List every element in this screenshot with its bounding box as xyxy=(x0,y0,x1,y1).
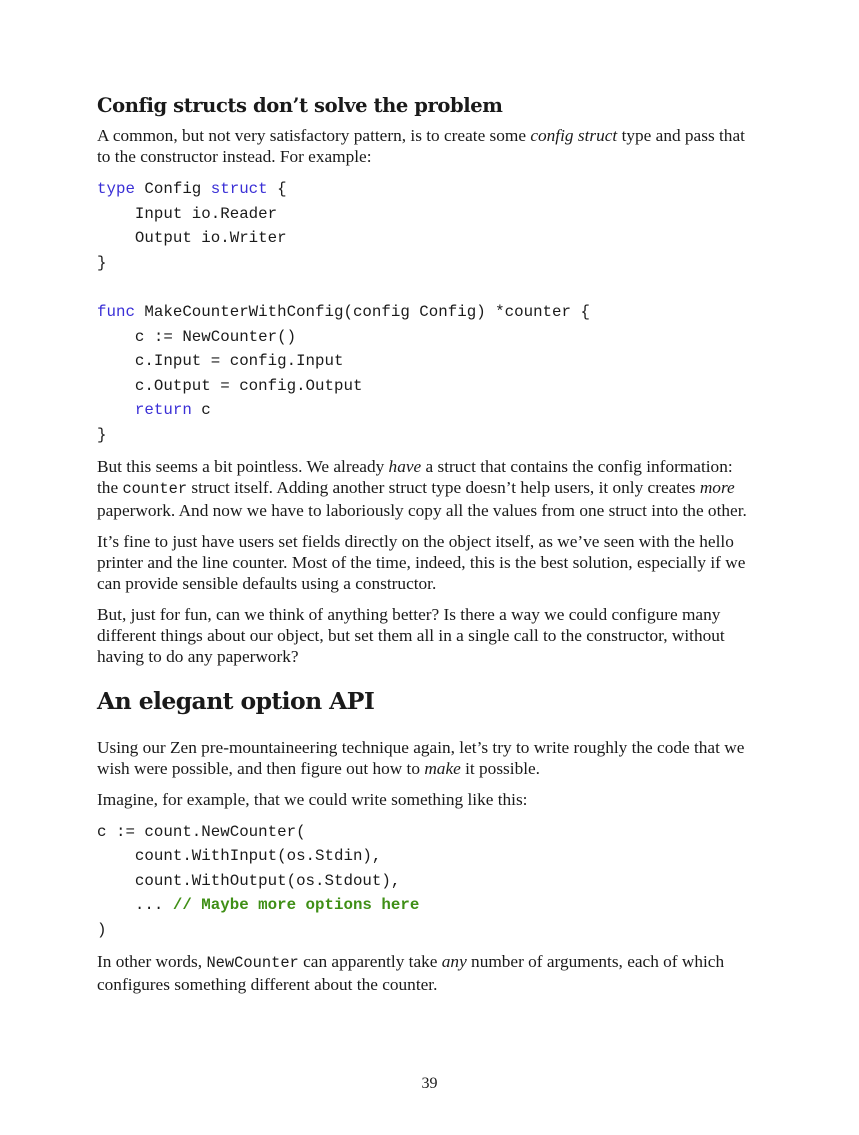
code-line: count.WithOutput(os.Stdout), xyxy=(97,871,401,890)
code-line: Input io.Reader xyxy=(97,204,278,223)
code-line: count.WithInput(os.Stdin), xyxy=(97,847,382,866)
code-line: } xyxy=(97,253,107,272)
paragraph-fields: It’s fine to just have users set fields directly on the object itself, as we’ve seen with the hello printer and the line counter. Most of the time, indeed, this is the best solution, especially if we can provide sensible defaults using a constructor. xyxy=(97,531,746,593)
code-line: c.Input = config.Input xyxy=(97,352,344,371)
code-line: } xyxy=(97,425,107,444)
code-line: return c xyxy=(134,401,211,420)
code-block-config xyxy=(97,177,757,448)
section-heading: An elegant option API xyxy=(97,686,375,715)
paragraph-args: In other words, NewCounter can apparently take any number of arguments, each of which configures something different about the counter. xyxy=(97,951,725,994)
code-comment: // Maybe more options here xyxy=(172,896,420,915)
page-content xyxy=(97,94,757,1005)
code-line: c := count.NewCounter( xyxy=(97,822,306,841)
paragraph-zen: Using our Zen pre-mountaineering technique again, let’s try to write roughly the code that we wish were possible, and then figure out how to make it possible. xyxy=(97,737,745,778)
page-number: 39 xyxy=(421,1075,438,1092)
paragraph-intro: A common, but not very satisfactory pattern, is to create some config struct type and pass that to the constructor instead. For example: xyxy=(97,126,745,166)
paragraph-imagine: Imagine, for example, that we could write something like this: xyxy=(97,789,528,809)
code-line: Output io.Writer xyxy=(97,229,287,248)
code-line: ) xyxy=(97,920,107,939)
code-line: c := NewCounter() xyxy=(97,327,297,346)
paragraph-pointless: But this seems a bit pointless. We already have a struct that contains the config information: the counter struct itself. Adding another struct type doesn’t help users, it only creates more paperwork. And now we have to laboriously copy all the values from one struct into the other. xyxy=(97,456,747,520)
code-line: func MakeCounterWithConfig(config Config) *counter { xyxy=(97,302,590,321)
paragraph-better: But, just for fun, can we think of anything better? Is there a way we could configure many different things about our object, but set them all in a single call to the constructor, without having to do any paperwork? xyxy=(97,604,725,666)
code-line: ... // Maybe more options here xyxy=(97,896,420,915)
code-line: c.Output = config.Output xyxy=(97,376,363,395)
subsection-heading: Config structs don’t solve the problem xyxy=(97,94,503,117)
code-line: type Config struct { xyxy=(97,180,287,198)
code-block-options xyxy=(97,820,757,943)
